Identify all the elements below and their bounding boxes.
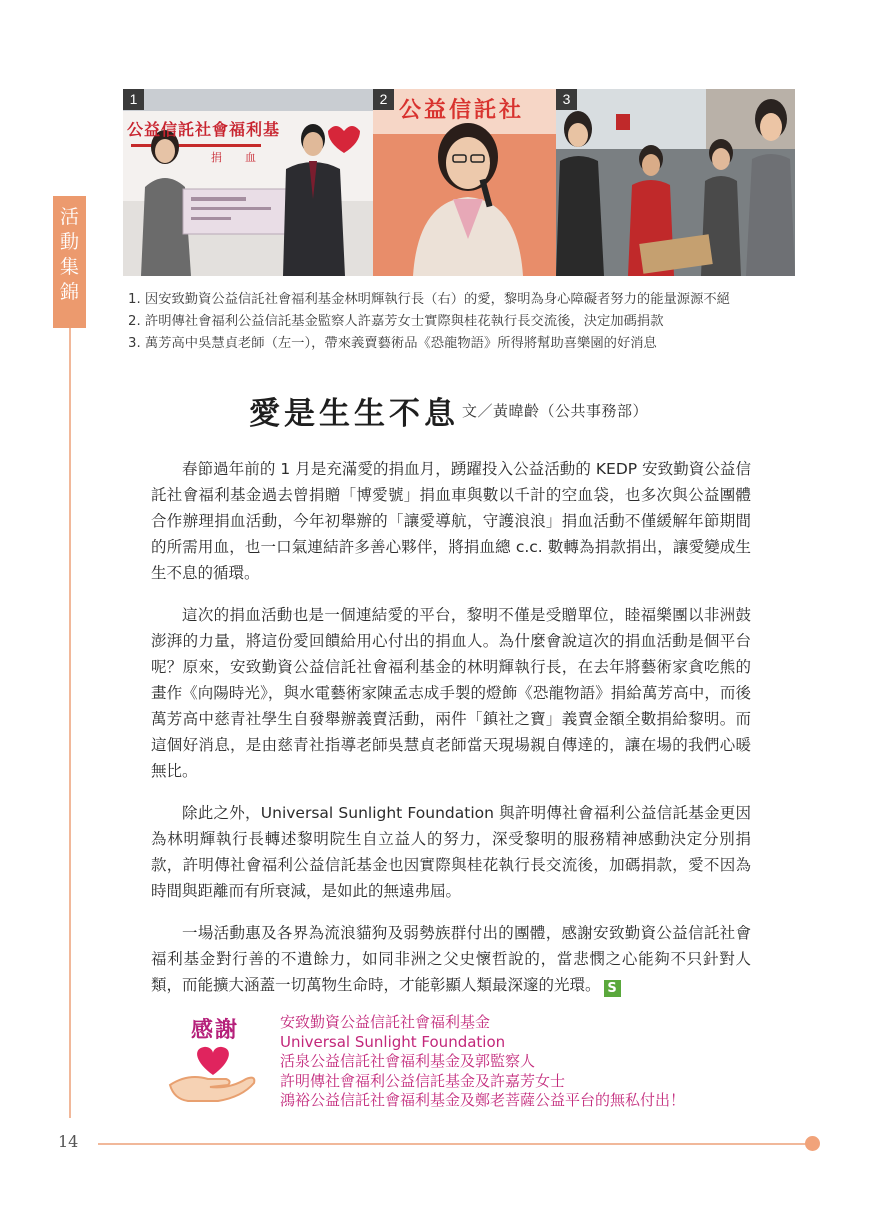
heart-hand-icon xyxy=(168,1045,258,1107)
article-body xyxy=(151,456,751,1014)
side-divider xyxy=(69,328,71,1118)
photo-check-presentation xyxy=(123,89,373,276)
photo-number: 2 xyxy=(373,89,394,110)
footer-divider xyxy=(98,1143,810,1145)
photo-charity-sale xyxy=(556,89,795,276)
photo-number: 3 xyxy=(556,89,577,110)
banner-text: 公益信託社 xyxy=(399,98,525,123)
paragraph xyxy=(151,920,751,998)
footer-dot-icon xyxy=(805,1136,820,1151)
thanks-item: 活泉公益信託社會福利基金及郭監察人 xyxy=(280,1052,536,1070)
banner-subtext: 捐 血 xyxy=(211,151,262,164)
photo-number: 1 xyxy=(123,89,144,110)
caption-1: 1. 因安致勤資公益信託社會福利基金林明輝執行長（右）的愛，黎明為身心障礙者努力的能量源源不絕 xyxy=(128,292,730,307)
photo-speaker xyxy=(373,89,556,276)
article-byline: 文／黃暐齡（公共事務部） xyxy=(462,402,649,420)
paragraph: 春節過年前的 1 月是充滿愛的捐血月，踴躍投入公益活動的 KEDP 安致勤資公益信託社會福利基金過去曾捐贈「博愛號」捐血車與數以千計的空血袋，也多次與公益團體合作辦理捐血活動，今年初舉辦的「讓愛導航，守護浪浪」捐血活動不僅緩解年節期間的所需用血，也一口氣連結許多善心夥伴，將捐血總 c.c. 數轉為捐款捐出，讓愛變成生生不息的循環。 xyxy=(151,460,751,582)
caption-2: 2. 許明傳社會福利公益信託基金監察人許嘉芳女士實際與桂花執行長交流後，決定加碼捐款 xyxy=(128,314,664,329)
thanks-title: 感謝 xyxy=(191,1018,240,1043)
paragraph: 這次的捐血活動也是一個連結愛的平台，黎明不僅是受贈單位，睦福樂團以非洲鼓澎湃的力量，將這份愛回饋給用心付出的捐血人。為什麼會說這次的捐血活動是個平台呢？原來，安致勤資公益信託社會福利基金的林明輝執行長，在去年將藝術家貪吃熊的畫作《向陽時光》，與水電藝術家陳孟志成手製的燈飾《恐龍物語》捐給萬芳高中，而後萬芳高中慈青社學生自發舉辦義賣活動，兩件「鎮社之寶」義賣金額全數捐給黎明。而這個好消息，是由慈青社指導老師吳慧貞老師當天現場親自傳達的，讓在場的我們心暖無比。 xyxy=(151,606,751,780)
thanks-list xyxy=(280,1013,685,1111)
article-header xyxy=(0,388,880,438)
paragraph-text: 一場活動惠及各界為流浪貓狗及弱勢族群付出的團體，感謝安致勤資公益信託社會福利基金對行善的不遺餘力，如同非洲之父史懷哲說的，當悲憫之心能夠不只針對人類，而能擴大涵蓋一切萬物生命時，才能彰顯人類最深邃的光環。 xyxy=(151,924,751,994)
photo-captions xyxy=(128,289,808,355)
article-title: 愛是生生不息 xyxy=(249,396,459,432)
section-tab xyxy=(53,196,86,328)
section-tab-char: 集 xyxy=(59,256,79,278)
section-tab-char: 活 xyxy=(59,206,79,228)
thanks-item: 許明傳社會福利公益信託基金及許嘉芳女士 xyxy=(280,1071,566,1090)
section-tab-char: 錦 xyxy=(59,281,79,303)
paragraph: 除此之外，Universal Sunlight Foundation 與許明傳社會福利公益信託基金更因為林明輝執行長轉述黎明院生自立益人的努力，深受黎明的服務精神感動決定分別捐款，許明傳社會福利公益信託基金也因實際與桂花執行長交流後，加碼捐款，愛不因為時間與距離而有所衰減，是如此的無遠弗屆。 xyxy=(151,804,751,900)
thanks-item: 安致勤資公益信託社會福利基金 xyxy=(280,1013,491,1031)
page-number: 14 xyxy=(58,1132,79,1151)
section-tab-char: 動 xyxy=(59,231,79,253)
caption-3: 3. 萬芳高中吳慧貞老師（左一），帶來義賣藝術品《恐龍物語》所得將幫助喜樂園的好消息 xyxy=(128,336,657,351)
banner-text: 公益信託社會福利基 xyxy=(127,120,281,139)
end-mark-icon: S xyxy=(604,980,621,997)
thanks-item: Universal Sunlight Foundation xyxy=(280,1032,506,1051)
thanks-item: 鴻裕公益信託社會福利基金及鄭老菩薩公益平台的無私付出！ xyxy=(280,1091,686,1109)
